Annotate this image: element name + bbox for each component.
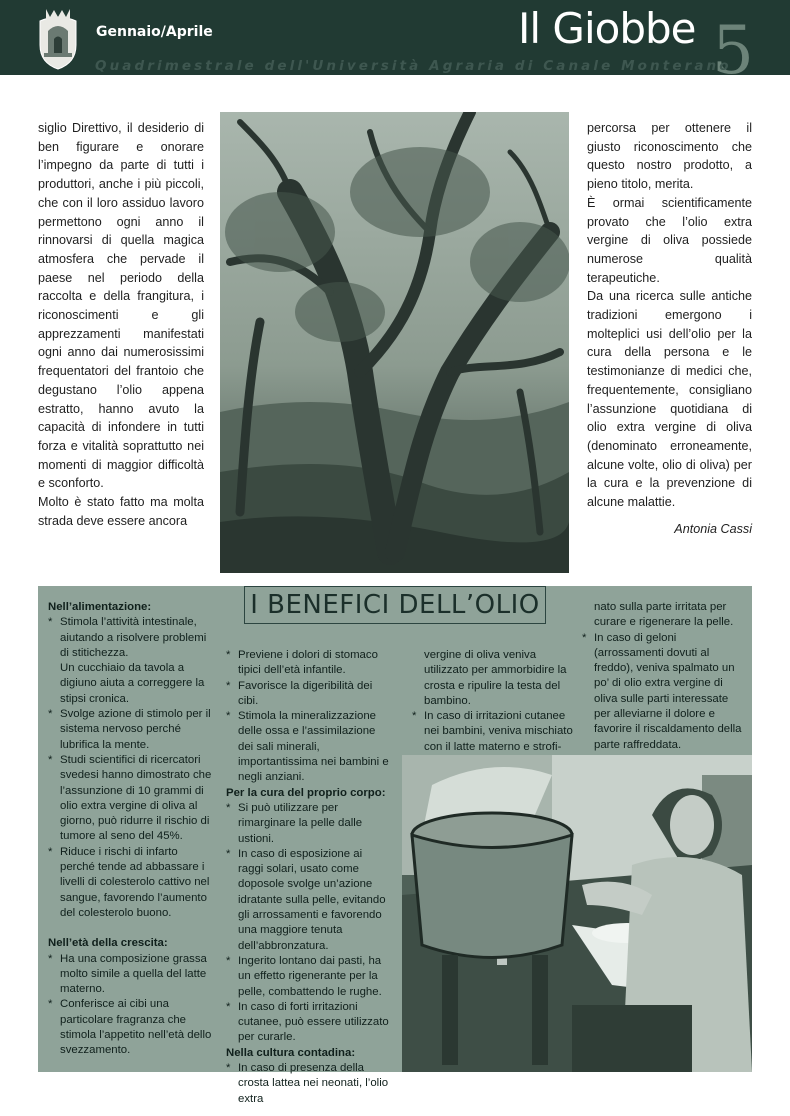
page-number: 5	[712, 12, 754, 89]
benefits-column-2	[226, 648, 390, 1107]
masthead-subtitle: Quadrimestrale dell'Università Agraria di Canale Monterano	[95, 58, 732, 74]
benefits-title: I BENEFICI DELL’OLIO	[244, 586, 546, 624]
oil-pouring-photo	[402, 755, 752, 1072]
benefit-item: * Ingerito lontano dai pasti, ha un effetto rigenerante per la pelle, combattendo le rughe.	[226, 954, 390, 1000]
benefit-item: * In caso di irritazioni cutanee nei bambini, veniva mischiato con il latte materno e strofi-	[412, 709, 577, 755]
benefit-item-continued: vergine di oliva veniva utilizzato per ammorbidire la crosta e ripulire la testa del bambino.	[424, 649, 567, 707]
crest-logo	[34, 5, 82, 71]
issue-date: Gennaio/Aprile	[96, 24, 213, 40]
benefit-item: * In caso di presenza della crosta lattea nei neonati, l’olio extra	[226, 1061, 390, 1107]
benefit-item: * In caso di esposizione ai raggi solari, usato come doposole svolge un’azione idratante sulla pelle, evitando gli arrossamenti e favorendo una maggiore tenuta dell’abbronzatura.	[226, 847, 390, 954]
article-author: Antonia Cassi	[674, 521, 752, 536]
benefits-heading: Nell’età della crescita:	[48, 937, 168, 950]
article-paragraph: È ormai scientificamente provato che l’olio extra vergine di oliva possiede numerose qualità terapeutiche.	[587, 195, 752, 285]
benefit-item: * In caso di geloni (arrossamenti dovuti al freddo), veniva spalmato un po’ di olio extra vergine di oliva sulle parti interessate per alleviarne il dolore e favorire il riscaldamento della parte raffreddata.	[582, 631, 744, 753]
benefit-item: * Conferisce ai cibi una particolare fragranza che stimola l’appetito nell’età dello svezzamento.	[48, 997, 212, 1058]
article-paragraph: percorsa per ottenere il giusto riconoscimento che questo nostro prodotto, a pieno titolo, merita.	[587, 121, 752, 192]
benefit-item: * In caso di forti irritazioni cutanee, può essere utilizzato per curarle.	[226, 1000, 390, 1046]
masthead	[0, 0, 790, 89]
benefit-item: * Studi scientifici di ricercatori svedesi hanno dimostrato che l’assunzione di 10 grammi di olio extra vergine di oliva al giorno, può ridurre il rischio di tumore al seno del 45%.	[48, 753, 212, 845]
benefit-item-continued: nato sulla parte irritata per curare e rigenerare la pelle.	[594, 601, 734, 629]
article-paragraph: Da una ricerca sulle antiche tradizioni emergono i molteplici usi dell’olio per la cura della persona e le testimonianze di medici che, frequentemente, consigliano l’assunzione quotidiana di olio extra vergine di oliva (denominato erroneamente, alcune volte, olio di oliva) per la cura e la prevenzione di alcune malattie.	[587, 289, 752, 510]
benefits-column-4	[582, 600, 744, 753]
benefit-item: * Previene i dolori di stomaco tipici dell’età infantile.	[226, 648, 390, 679]
benefit-item: * Favorisce la digeribilità dei cibi.	[226, 679, 390, 710]
article-left-column	[38, 119, 204, 530]
benefit-item: * Ha una composizione grassa molto simile a quella del latte materno.	[48, 952, 212, 998]
article-paragraph: Molto è stato fatto ma molta strada deve essere ancora	[38, 495, 204, 528]
benefit-item: * Stimola la mineralizzazione delle ossa e l’assimilazione dei sali minerali, importantissima nei bambini e negli anziani.	[226, 709, 390, 785]
benefit-item: * Svolge azione di stimolo per il sistema nervoso perché lubrifica la mente.	[48, 707, 212, 753]
benefits-heading: Per la cura del proprio corpo:	[226, 786, 386, 799]
masthead-title: Il Giobbe	[518, 4, 696, 53]
benefit-item: * Si può utilizzare per rimarginare la pelle dalle ustioni.	[226, 801, 390, 847]
olive-tree-photo	[220, 112, 569, 573]
benefits-column-3	[412, 648, 577, 755]
benefits-column-1	[48, 600, 212, 1059]
benefit-item-note: Un cucchiaio da tavola a digiuno aiuta a correggere la stipsi cronica.	[60, 662, 205, 705]
article-right-column	[587, 119, 752, 538]
benefit-item: * Stimola l’attività intestinale, aiutando a risolvere problemi di stitichezza.	[48, 615, 212, 661]
benefits-heading: Nella cultura contadina:	[226, 1046, 356, 1059]
article-paragraph: siglio Direttivo, il desiderio di ben figurare e onorare l’impegno da parte di tutti i produttori, anche i più piccoli, che con il loro assiduo lavoro permettono ogni anno il rinnovarsi di quella magica atmosfera che pervade il paese nel periodo della raccolta e della frangitura, i riconoscimenti e gli apprezzamenti manifestati ogni anno dai numerosissimi frequentatori del frantoio che degustano l’olio appena estratto, hanno avuto la capacità di infondere in tutti forza e vitalità soprattutto nei momenti di maggior difficoltà e sconforto.	[38, 121, 204, 491]
benefit-item: * Riduce i rischi di infarto perché tende ad abbassare i livelli di colesterolo cattivo nel sangue, favorendo l’aumento del colesterolo buono.	[48, 845, 212, 921]
benefits-heading: Nell’alimentazione:	[48, 601, 152, 613]
